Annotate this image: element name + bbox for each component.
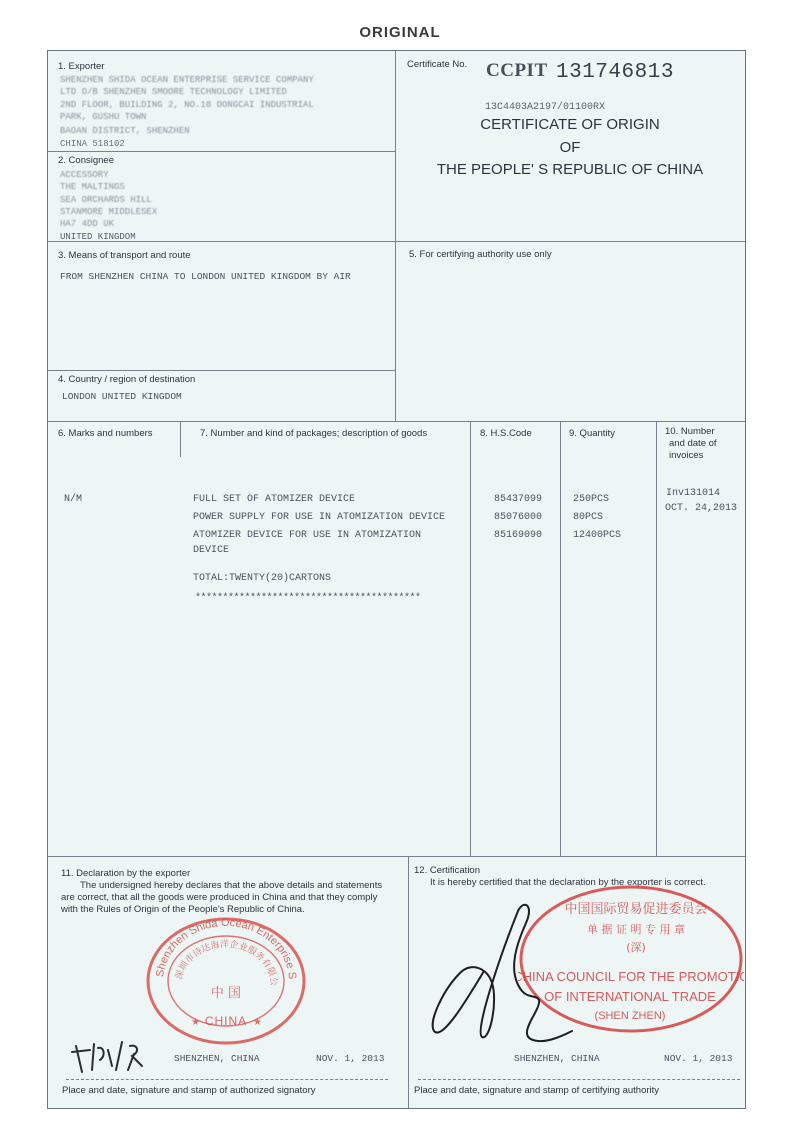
description-header: 7. Number and kind of packages; description of goods: [200, 428, 428, 439]
divider: [48, 421, 745, 422]
invoice-date: OCT. 24,2013: [665, 503, 738, 514]
hs-code: 85169090: [494, 530, 543, 541]
seal-bottom-text: CHINA: [204, 1014, 248, 1028]
transport-route: FROM SHENZHEN CHINA TO LONDON UNITED KINGDOM BY AIR: [60, 271, 351, 282]
seal-ring-text: Shenzhen Shida Ocean Enterprise S: [154, 916, 299, 980]
exporter-company-seal: [145, 915, 307, 1052]
divider: [470, 421, 471, 856]
declaration-label: 11. Declaration by the exporter: [61, 868, 191, 879]
exporter-line: 2ND FLOOR, BUILDING 2, NO.18 DONGCAI INDUSTRIAL: [60, 100, 314, 110]
hs-code: 85437099: [494, 494, 543, 505]
goods-description-cont: DEVICE: [193, 545, 230, 556]
certificate-form: [47, 50, 746, 1109]
divider: [48, 151, 395, 152]
divider: [408, 856, 409, 1108]
seal-en-line: CHINA COUNCIL FOR THE PROMOTION: [518, 969, 744, 984]
consignee-line: UNITED KINGDOM: [60, 232, 136, 242]
exporter-signature: [68, 1036, 178, 1076]
hs-code-header: 8. H.S.Code: [480, 428, 532, 439]
divider: [560, 421, 561, 856]
consignee-line: SEA ORCHARDS HILL: [60, 195, 152, 205]
consignee-line: HA7 4DD UK: [60, 219, 115, 229]
end-of-goods-marker: *****************************************: [195, 593, 421, 604]
seal-center-text: 中 国: [210, 986, 242, 1001]
goods-description: ATOMIZER DEVICE FOR USE IN ATOMIZATION: [193, 530, 422, 541]
invoice-number: Inv131014: [666, 488, 721, 499]
divider: [48, 856, 745, 857]
seal-en-line: OF INTERNATIONAL TRADE: [544, 989, 716, 1004]
certificate-number: 131746813: [556, 61, 674, 84]
divider: [180, 421, 181, 457]
quantity-header: 9. Quantity: [569, 428, 615, 439]
authority-use-label: 5. For certifying authority use only: [409, 249, 552, 260]
invoice-header: 10. Number: [665, 426, 715, 437]
certificate-title-country: THE PEOPLE' S REPUBLIC OF CHINA: [436, 161, 704, 178]
exporter-line: LTD O/B SHENZHEN SMOORE TECHNOLOGY LIMITED: [60, 87, 287, 97]
signature-line: [418, 1079, 740, 1080]
consignee-line: STANMORE MIDDLESEX: [60, 207, 158, 217]
certification-label: 12. Certification: [414, 865, 481, 876]
certification-text: It is hereby certified that the declaration by the exporter is correct.: [430, 877, 706, 888]
quantity: 80PCS: [573, 512, 604, 523]
exporter-line: CHINA 518102: [60, 139, 125, 149]
quantity: 12400PCS: [573, 530, 622, 541]
consignee-line: THE MALTINGS: [60, 182, 125, 192]
divider: [656, 421, 657, 856]
certificate-title-of: OF: [559, 139, 581, 156]
marks-header: 6. Marks and numbers: [58, 428, 153, 439]
certificate-reference: 13C4403A2197/01100RX: [485, 102, 606, 113]
certificate-prefix: CCPIT: [486, 60, 548, 81]
certifier-place: SHENZHEN, CHINA: [514, 1053, 600, 1064]
seal-cn-line: (深): [626, 941, 646, 954]
declaration-text-line: The undersigned hereby declares that the above details and statements: [80, 880, 383, 891]
signature-line: [66, 1079, 388, 1080]
consignee-label: 2. Consignee: [58, 155, 114, 166]
seal-inner-text: 深圳市诗达海洋企业服务有限公: [174, 939, 279, 987]
goods-description: FULL SET OF ATOMIZER DEVICE: [193, 494, 356, 505]
destination-label: 4. Country / region of destination: [58, 374, 196, 385]
goods-description: POWER SUPPLY FOR USE IN ATOMIZATION DEVICE: [193, 512, 446, 523]
certificate-no-label: Certificate No.: [407, 59, 468, 70]
seal-cn-line: 中国国际贸易促进委员会: [564, 902, 708, 917]
consignee-line: ACCESSORY: [60, 170, 109, 180]
page-title: ORIGINAL: [359, 24, 441, 41]
exporter-line: SHENZHEN SHIDA OCEAN ENTERPRISE SERVICE COMPANY: [60, 75, 314, 85]
marks-value: N/M: [64, 494, 83, 505]
exporter-line: PARK, GUSHU TOWN: [60, 112, 147, 122]
divider: [48, 370, 395, 371]
hs-code: 85076000: [494, 512, 543, 523]
exporter-line: BAOAN DISTRICT, SHENZHEN: [60, 126, 190, 136]
exporter-label: 1. Exporter: [58, 61, 105, 72]
exporter-signature-caption: Place and date, signature and stamp of authorized signatory: [62, 1085, 316, 1096]
invoice-header-3: invoices: [669, 450, 704, 461]
exporter-date: NOV. 1, 2013: [316, 1053, 385, 1064]
certifier-signature-caption: Place and date, signature and stamp of certifying authority: [414, 1085, 660, 1096]
certifier-date: NOV. 1, 2013: [664, 1053, 733, 1064]
svg-text:★: ★: [253, 1017, 262, 1028]
seal-cn-line: 单 据 证 明 专 用 章: [587, 923, 685, 936]
declaration-text-line: are correct, that all the goods were produced in China and that they comply: [61, 892, 378, 903]
total-packages: TOTAL:TWENTY(20)CARTONS: [193, 573, 332, 584]
destination-value: LONDON UNITED KINGDOM: [62, 391, 182, 402]
divider: [395, 51, 396, 421]
exporter-place: SHENZHEN, CHINA: [174, 1053, 260, 1064]
certifier-signature: [426, 891, 576, 1051]
quantity: 250PCS: [573, 494, 610, 505]
svg-text:★: ★: [191, 1017, 200, 1028]
declaration-text-line: with the Rules of Origin of the People's Republic of China.: [61, 904, 305, 915]
divider: [48, 241, 745, 242]
invoice-header-2: and date of: [669, 438, 717, 449]
certificate-title: CERTIFICATE OF ORIGIN: [480, 116, 660, 133]
transport-label: 3. Means of transport and route: [58, 250, 191, 261]
seal-en-line: (SHEN ZHEN): [594, 1010, 666, 1022]
